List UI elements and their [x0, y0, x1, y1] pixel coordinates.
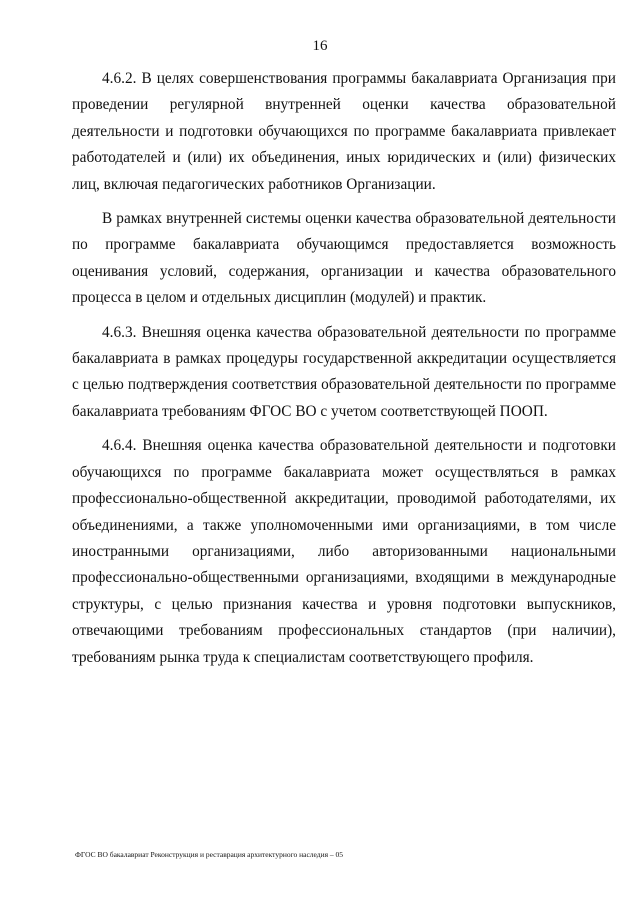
page-number: 16	[312, 38, 328, 54]
page-footer: ФГОС ВО бакалавриат Реконструкция и реставрация архитектурного наследия – 05	[75, 850, 344, 859]
paragraph-4-6-2: 4.6.2. В целях совершенствования программы бакалавриата Организация при проведении регулярной внутренней оценки качества образовательной деятельности и подготовки обучающихся по программе бакалавриата привлекает работодателей и (или) их объединения, иных юридических и (или) физических лиц, включая педагогических работников Организации.	[72, 70, 616, 193]
document-body	[72, 66, 616, 679]
paragraph-4-6-3: 4.6.3. Внешняя оценка качества образовательной деятельности по программе бакалавриата в рамках процедуры государственной аккредитации осуществляется с целью подтверждения соответствия образовательной деятельности по программе бакалавриата требованиям ФГОС ВО с учетом соответствующей ПООП.	[72, 323, 616, 420]
paragraph-internal-assessment: В рамках внутренней системы оценки качества образовательной деятельности по программе бакалавриата обучающимся предоставляется возможность оценивания условий, содержания, организации и качества образовательного процесса в целом и отдельных дисциплин (модулей) и практик.	[72, 210, 616, 307]
paragraph-4-6-4: 4.6.4. Внешняя оценка качества образовательной деятельности и подготовки обучающихся по программе бакалавриата может осуществляться в рамках профессионально-общественной аккредитации, проводимой работодателями, их объединениями, а также уполномоченными ими организациями, в том числе иностранными организациями, либо авторизованными национальными профессионально-общественными организациями, входящими в международные структуры, с целью признания качества и уровня подготовки выпускников, отвечающими требованиям профессиональных стандартов (при наличии), требованиям рынка труда к специалистам соответствующего профиля.	[72, 437, 616, 666]
